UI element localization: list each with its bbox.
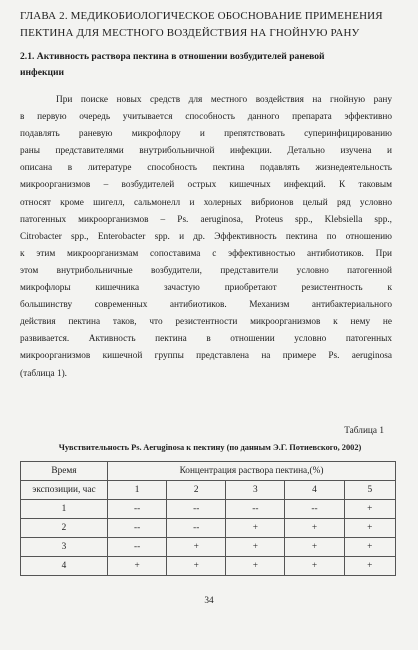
paragraph-line: к этим микроорганизмам сопоставима с эффективностью антибиотиков. При — [20, 248, 392, 259]
chapter-title-line: ГЛАВА 2. МЕДИКОБИОЛОГИЧЕСКОЕ ОБОСНОВАНИЕ ПРИМЕНЕНИЯ — [20, 10, 383, 22]
value-cell: + — [344, 538, 395, 557]
value-cell: + — [226, 538, 285, 557]
value-cell: + — [344, 500, 395, 519]
table-row — [21, 538, 396, 557]
time-cell: 2 — [21, 519, 108, 538]
paragraph-line: микроорганизмов кишечной группы представлена на примере Ps. aeruginosa — [20, 351, 392, 362]
paragraph-line: развивается. Активность пектина в отношении условно патогенных — [20, 334, 392, 345]
table-caption: Чувствительность Ps. Aeruginosa к пектину (по данным Э.Г. Потиевского, 2002) — [58, 443, 362, 452]
table-subheader-row — [21, 481, 396, 500]
value-cell: -- — [167, 500, 226, 519]
table-row — [21, 519, 396, 538]
paragraph-line: раны представителями внутрибольничной инфекции. Детально изучена и — [20, 146, 392, 157]
table-header-row — [21, 462, 396, 481]
value-cell: -- — [108, 519, 167, 538]
concentration-cell: 3 — [226, 481, 285, 500]
value-cell: + — [285, 557, 344, 576]
concentration-cell: 1 — [108, 481, 167, 500]
time-header-cell: экспозиции, час — [21, 481, 108, 500]
paragraph-line: Citrobacter spp., Enterobacter spp. и др. Эффективность пектина по отношению — [20, 231, 392, 242]
value-cell: + — [108, 557, 167, 576]
sensitivity-table — [20, 461, 396, 576]
paragraph-line: действия пектина таков, что резистентности микроорганизмов к нему не — [20, 317, 392, 328]
paragraph-line: (таблица 1). — [20, 368, 68, 379]
time-header-cell: Время — [21, 462, 108, 481]
paragraph-line: описана в литературе способность пектина подавлять жизнедеятельность — [20, 163, 392, 174]
value-cell: -- — [167, 519, 226, 538]
chapter-title-line: ПЕКТИНА ДЛЯ МЕСТНОГО ВОЗДЕЙСТВИЯ НА ГНОЙНУЮ РАНУ — [20, 27, 360, 39]
concentration-cell: 4 — [285, 481, 344, 500]
paragraph-line: микрофлоры кишечника зачастую приобретают резистентность к — [20, 283, 392, 294]
value-cell: + — [167, 557, 226, 576]
value-cell: + — [167, 538, 226, 557]
time-cell: 3 — [21, 538, 108, 557]
concentration-cell: 5 — [344, 481, 395, 500]
time-cell: 1 — [21, 500, 108, 519]
value-cell: + — [226, 519, 285, 538]
paragraph-line: относят кроме шигелл, сальмонелл и холерных вибрионов целый ряд условно — [20, 197, 392, 208]
time-cell: 4 — [21, 557, 108, 576]
value-cell: + — [226, 557, 285, 576]
concentration-cell: 2 — [167, 481, 226, 500]
value-cell: -- — [108, 500, 167, 519]
value-cell: -- — [108, 538, 167, 557]
paragraph-line: этом внутрибольничные возбудители, представители условно патогенной — [20, 265, 392, 276]
concentration-header-cell: Концентрация раствора пектина,(%) — [108, 462, 396, 481]
value-cell: + — [344, 519, 395, 538]
paragraph-line: При поиске новых средств для местного воздействия на гнойную рану — [56, 95, 392, 105]
section-heading-line: 2.1. Активность раствора пектина в отношении возбудителей раневой — [20, 51, 325, 62]
table-number: Таблица 1 — [344, 426, 384, 436]
value-cell: + — [285, 538, 344, 557]
table-row — [21, 500, 396, 519]
table-row — [21, 557, 396, 576]
body-paragraph — [20, 92, 392, 383]
paragraph-line: микроорганизмов – возбудителей острых кишечных инфекций. К таковым — [20, 180, 392, 191]
paragraph-line: в первую очередь учитывается способность данного препарата эффективно — [20, 112, 392, 123]
page-number: 34 — [204, 596, 214, 606]
section-heading — [20, 49, 400, 81]
value-cell: -- — [285, 500, 344, 519]
section-heading-line: инфекции — [20, 67, 65, 78]
value-cell: + — [344, 557, 395, 576]
paragraph-line: патогенных микроорганизмов – Ps. aeruginosa, Proteus spp., Klebsiella spp., — [20, 214, 392, 225]
paragraph-line: подавлять раневую микрофлору и препятствовать суперинфицированию — [20, 129, 392, 140]
paragraph-line: большинству современных антибиотиков. Механизм антибактериального — [20, 300, 392, 311]
chapter-title — [20, 8, 400, 42]
value-cell: -- — [226, 500, 285, 519]
value-cell: + — [285, 519, 344, 538]
